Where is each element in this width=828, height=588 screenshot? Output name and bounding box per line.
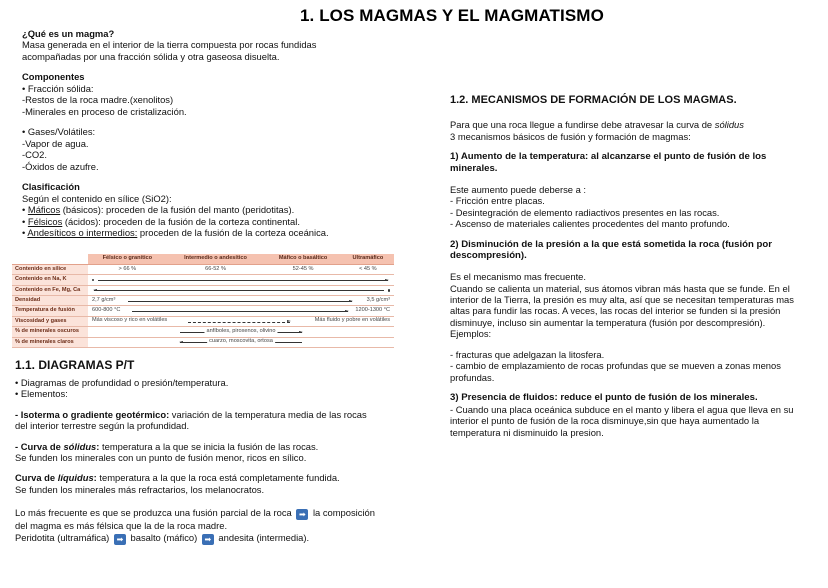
term-maficos: Máficos [27, 204, 61, 216]
table-cell: < 45 % [342, 264, 394, 274]
gas-item-1: -Vapor de agua. [22, 137, 89, 149]
mechanism-3-heading: 3) Presencia de fluidos: reduce el punto de fusión de los minerales. [450, 392, 758, 404]
row-label: % de minerales oscuros [12, 327, 88, 337]
mechanism-1-item: - Fricción entre placas. [450, 195, 545, 207]
gas-item-3: -Óxidos de azufre. [22, 160, 99, 172]
dark-minerals-trend: anfíboles, piroxenos, olivino [88, 327, 394, 337]
header-ultramafico: Ultramáfico [342, 254, 394, 264]
solidus-line: - Curva de sólidus: temperatura a la que se inicia la fusión de las rocas. [15, 440, 319, 452]
mechanism-2-item: - fracturas que adelgazan la litosfera. [450, 348, 605, 360]
table-cell: > 66 % [88, 264, 167, 274]
table-row [12, 337, 394, 347]
row-label: Contenido en Fe, Mg, Ca [12, 285, 88, 295]
intro-line-1: Masa generada en el interior de la tierra compuesta por rocas fundidas [22, 39, 317, 51]
row-label: Contenido en Na, K [12, 275, 88, 285]
temperature-range: 600-800 °C 1200-1300 °C [88, 306, 394, 316]
row-label: Viscosidad y gases [12, 316, 88, 326]
arrow-right-icon: ➡ [296, 509, 308, 520]
table-row [12, 275, 394, 285]
gas-heading: • Gases/Volátiles: [22, 126, 96, 138]
header-felsico: Félsico o granítico [88, 254, 167, 264]
row-label: Densidad [12, 296, 88, 306]
mechanism-2-p1: Es el mecanismo mas frecuente. [450, 271, 586, 283]
mechanism-2-p2: Cuando se calienta un material, sus átomos vibran más hasta que se funde. En el interior de la Tierra, la presión es muy alta, así que se necesitan temperaturas mas altas para fundir las rocas. A veces, las rocas del interior se funden si la presión disminuye, incluso sin aumentar la temperatura (fusión por descompresión). [450, 282, 794, 328]
row-label: Contenido en sílice [12, 264, 88, 274]
diagramas-heading: 1.1. DIAGRAMAS P/T [15, 358, 135, 372]
table-row [12, 306, 394, 316]
mechanism-3-text: - Cuando una placa oceánica subduce en el manto y libera el agua que lleva en su interior el punto de fusión de la roca disminuye,sin que haya aumentado la temperatura ni disminuido la presion. [450, 403, 794, 438]
increasing-arrow [88, 285, 394, 295]
isoterma-line-2: del interior terrestre según la profundidad. [15, 420, 190, 432]
table-row [12, 316, 394, 326]
intro-question: ¿Qué es un magma? [22, 28, 115, 39]
solid-item-2: -Minerales en proceso de cristalización. [22, 105, 187, 117]
table-row [12, 285, 394, 295]
diagramas-bullet-2: • Elementos: [15, 388, 68, 400]
fusion-parcial-line-2: del magma es más félsica que la de la roca madre. [15, 520, 228, 532]
diagramas-bullet-1: • Diagramas de profundidad o presión/temperatura. [15, 376, 229, 388]
liquidus-line: Curva de líquidus: temperatura a la que la roca está completamente fundida. [15, 472, 340, 484]
fusion-parcial-line: Lo más frecuente es que se produzca una fusión parcial de la roca ➡ la composición [15, 507, 375, 520]
decreasing-arrow [88, 275, 394, 285]
mecanismos-heading: 1.2. MECANISMOS DE FORMACIÓN DE LOS MAGMAS. [450, 94, 737, 106]
rock-sequence: Peridotita (ultramáfica) ➡ basalto (máfico) ➡ andesita (intermedia). [15, 531, 310, 544]
term-andesiticos: Andesíticos o intermedios: [27, 227, 138, 239]
table-cell: 52-45 % [264, 264, 341, 274]
mechanism-1-item: - Desintegración de elemento radiactivos presentes en las rocas. [450, 206, 720, 218]
section-diagramas [15, 358, 395, 545]
light-minerals-trend: cuarzo, moscovita, ortosa [88, 337, 394, 347]
density-range: 2,7 g/cm³ 3,5 g/cm³ [88, 296, 394, 306]
table-header-row [12, 254, 394, 264]
solidus-line-2: Se funden los minerales con un punto de fusión menor, ricos en sílico. [15, 451, 307, 463]
componentes-heading: Componentes [22, 71, 85, 83]
mecanismos-intro: Para que una roca llegue a fundirse debe atravesar la curva de sólidus [450, 119, 744, 131]
mechanism-2-heading: 2) Disminución de la presión a la que está sometida la roca (fusión por descompresión). [450, 238, 772, 262]
isoterma-line: - Isoterma o gradiente geotérmico: variación de la temperatura media de las rocas [15, 408, 367, 420]
right-column [450, 94, 805, 438]
mechanism-2-ejemplos: Ejemplos: [450, 328, 492, 340]
clasificacion-item: • Máficos (básicos): proceden de la fusión del manto (peridotitas). [22, 204, 295, 216]
magma-classification-table [12, 254, 394, 348]
table-row [12, 327, 394, 337]
arrow-right-icon: ➡ [202, 534, 214, 545]
mechanism-1-heading: 1) Aumento de la temperatura: al alcanzarse el punto de fusión de los minerales. [450, 151, 767, 175]
clasificacion-item: • Andesíticos o intermedios: proceden de la fusión de la corteza oceánica. [22, 227, 329, 239]
mechanism-1-item: - Ascenso de materiales calientes procedentes del manto profundo. [450, 218, 730, 230]
header-intermedio: Intermedio o andesítico [167, 254, 265, 264]
table-cell: 66-52 % [167, 264, 265, 274]
term-felsicos: Félsicos [27, 215, 63, 227]
row-label: Temperatura de fusión [12, 306, 88, 316]
mechanism-1-intro: Este aumento puede deberse a : [450, 183, 587, 195]
clasificacion-heading: Clasificación [22, 181, 80, 193]
clasificacion-item: • Félsicos (ácidos): proceden de la fusión de la corteza continental. [22, 215, 300, 227]
row-label: % de minerales claros [12, 337, 88, 347]
mechanism-2-item: - cambio de emplazamiento de rocas profundas que se mueven a zonas menos profundas. [450, 360, 781, 383]
table-row [12, 264, 394, 274]
solid-heading: • Fracción sólida: [22, 82, 94, 94]
clasificacion-intro: Según el contenido en sílice (SiO2): [22, 192, 172, 204]
mecanismos-intro-2: 3 mecanismos básicos de fusión y formación de magmas: [450, 130, 691, 142]
arrow-right-icon: ➡ [114, 534, 126, 545]
page-title: 1. LOS MAGMAS Y EL MAGMATISMO [300, 6, 604, 25]
intro-line-2: acompañadas por una fracción sólida y otra gaseosa disuelta. [22, 50, 280, 62]
gas-item-2: -CO2. [22, 149, 48, 161]
viscosity-range: Más viscoso y rico en volátiles Más fluido y pobre en volátiles [88, 316, 394, 326]
left-column [22, 28, 394, 239]
solid-item-1: -Restos de la roca madre.(xenolitos) [22, 94, 174, 106]
table-row [12, 296, 394, 306]
liquidus-line-2: Se funden los minerales más refractarios, los melanocratos. [15, 483, 265, 495]
header-mafico: Máfico o basáltico [264, 254, 341, 264]
